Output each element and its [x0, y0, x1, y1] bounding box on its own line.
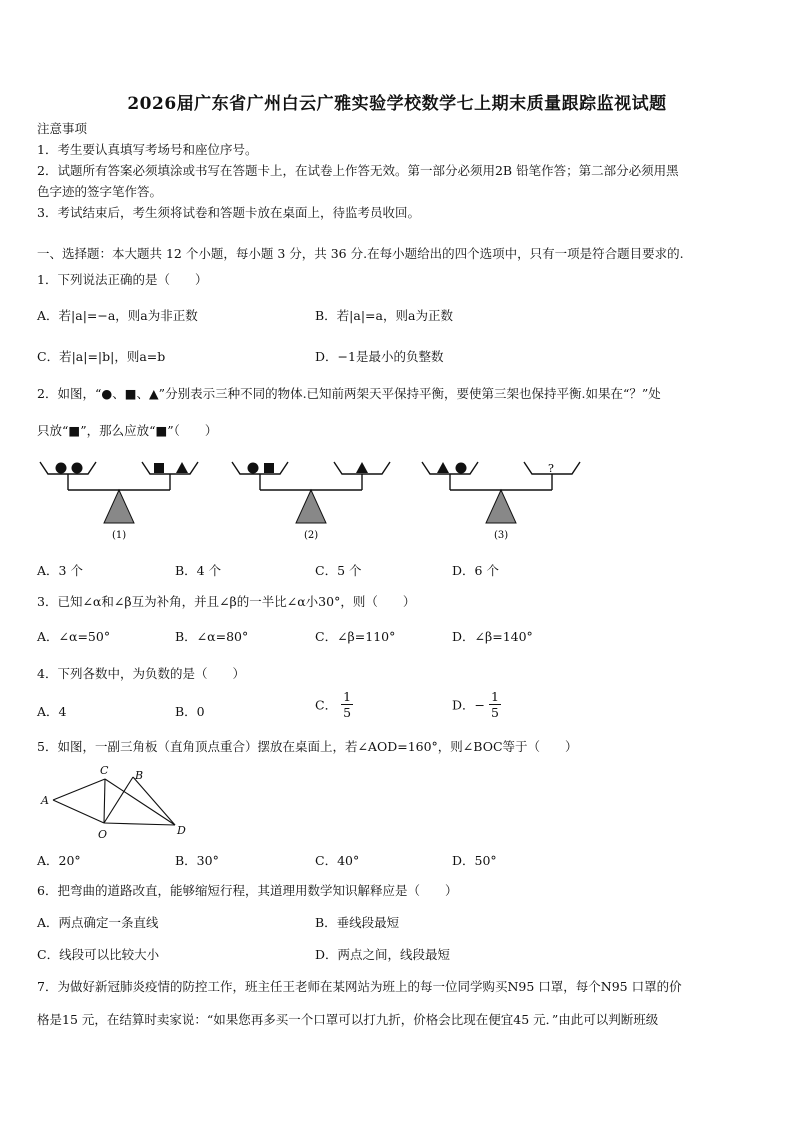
- square-object-icon: [264, 463, 274, 473]
- balance-figure: [30, 450, 590, 550]
- point-label: C: [100, 764, 109, 777]
- q1-option-a: A．若|a|=−a，则a为非正数: [37, 308, 198, 323]
- q5-option-a: A．20°: [37, 853, 81, 868]
- q6-option-a: A．两点确定一条直线: [37, 915, 159, 930]
- fraction: [489, 689, 501, 720]
- fulcrum-icon: [296, 490, 326, 523]
- q3-option-a: A．∠α=50°: [37, 629, 111, 644]
- triangle-object-icon: [437, 462, 449, 473]
- point-label: A: [41, 794, 49, 807]
- fraction-denominator: 5: [343, 705, 352, 720]
- q2-option-a: A．3 个: [37, 563, 83, 578]
- q3-option-c: C．∠β=110°: [315, 629, 396, 644]
- triangle-object-icon: [176, 462, 188, 473]
- q5-option-b: B．30°: [175, 853, 219, 868]
- question-mark: ?: [548, 462, 554, 475]
- q4-option-d-label: D．−: [452, 697, 485, 713]
- q3-option-d: D．∠β=140°: [452, 629, 533, 644]
- q2-option-d: D．6 个: [452, 563, 499, 578]
- q4-option-b: B．0: [175, 704, 205, 719]
- notice-item: 色字迹的签字笔作答。: [37, 184, 163, 199]
- q6-option-d: D．两点之间，线段最短: [315, 947, 451, 962]
- q6-option-c: C．线段可以比较大小: [37, 947, 160, 962]
- point-label: O: [98, 828, 108, 841]
- notice-heading: 注意事项: [37, 121, 88, 136]
- q4-option-c: [315, 689, 353, 720]
- caption: (1): [112, 530, 127, 541]
- point-label: B: [135, 769, 144, 782]
- fraction-numerator: 1: [343, 689, 352, 704]
- circle-object-icon: [72, 463, 83, 474]
- circle-object-icon: [248, 463, 259, 474]
- q5-option-d: D．50°: [452, 853, 497, 868]
- q4-option-d: [452, 689, 501, 720]
- q1-option-d: D．−1是最小的负整数: [315, 349, 444, 364]
- q6-stem: 6．把弯曲的道路改直，能够缩短行程，其道理用数学知识解释应是（ ）: [37, 883, 458, 898]
- q2-option-c: C．5 个: [315, 563, 362, 578]
- q6-option-b: B．垂线段最短: [315, 915, 400, 930]
- q4-option-a: A．4: [37, 704, 67, 719]
- q7-line1: 7．为做好新冠肺炎疫情的防控工作，班主任王老师在某网站为班上的每一位同学购买N95 口罩，每个N95 口罩的价: [37, 979, 682, 994]
- circle-object-icon: [456, 463, 467, 474]
- triangle-figure: [36, 762, 196, 842]
- fulcrum-icon: [486, 490, 516, 523]
- notice-item: 1．考生要认真填写考场号和座位序号。: [37, 142, 258, 157]
- point-label: D: [177, 824, 186, 837]
- q1-option-c: C．若|a|=|b|，则a=b: [37, 349, 166, 364]
- notice-item: 3．考试结束后，考生须将试卷和答题卡放在桌面上，待监考员收回。: [37, 205, 420, 220]
- notice-item: 2．试题所有答案必须填涂或书写在答题卡上，在试卷上作答无效。第一部分必须用2B 铅笔作答；第二部分必须用黑: [37, 163, 679, 178]
- fraction-numerator: 1: [490, 689, 499, 704]
- section-heading: 一、选择题：本大题共 12 个小题，每小题 3 分，共 36 分.在每小题给出的四个选项中，只有一项是符合题目要求的.: [37, 246, 684, 261]
- circle-object-icon: [56, 463, 67, 474]
- q3-stem: 3．已知∠α和∠β互为补角，并且∠β的一半比∠α小30°，则（ ）: [37, 594, 416, 609]
- q3-option-b: B．∠α=80°: [175, 629, 249, 644]
- fraction-denominator: 5: [490, 705, 499, 720]
- fulcrum-icon: [104, 490, 134, 523]
- q5-stem: 5．如图，一副三角板（直角顶点重合）摆放在桌面上，若∠AOD=160°，则∠BOC等于（ ）: [37, 739, 578, 754]
- q1-option-b: B．若|a|=a，则a为正数: [315, 308, 453, 323]
- q2-stem-line1: 2．如图，“●、■、▲”分别表示三种不同的物体.已知前两架天平保持平衡，要使第三架也保持平衡.如果在“？”处: [37, 386, 661, 401]
- q4-stem: 4．下列各数中，为负数的是（ ）: [37, 666, 245, 681]
- page-title: 2026届广东省广州白云广雅实验学校数学七上期末质量跟踪监视试题: [127, 94, 667, 114]
- q2-option-b: B．4 个: [175, 563, 222, 578]
- triangle-object-icon: [356, 462, 368, 473]
- caption: (3): [494, 530, 509, 541]
- q2-stem-line2: 只放“■”，那么应放“■”（ ）: [37, 423, 218, 438]
- q1-stem: 1．下列说法正确的是（ ）: [37, 272, 208, 287]
- q7-line2: 格是15 元，在结算时卖家说：“如果您再多买一个口罩可以打九折，价格会比现在便宜45 元．”由此可以判断班级: [37, 1012, 659, 1027]
- q5-option-c: C．40°: [315, 853, 360, 868]
- caption: (2): [304, 530, 319, 541]
- square-object-icon: [154, 463, 164, 473]
- fraction: [341, 689, 353, 720]
- q4-option-c-label: C．: [315, 697, 338, 713]
